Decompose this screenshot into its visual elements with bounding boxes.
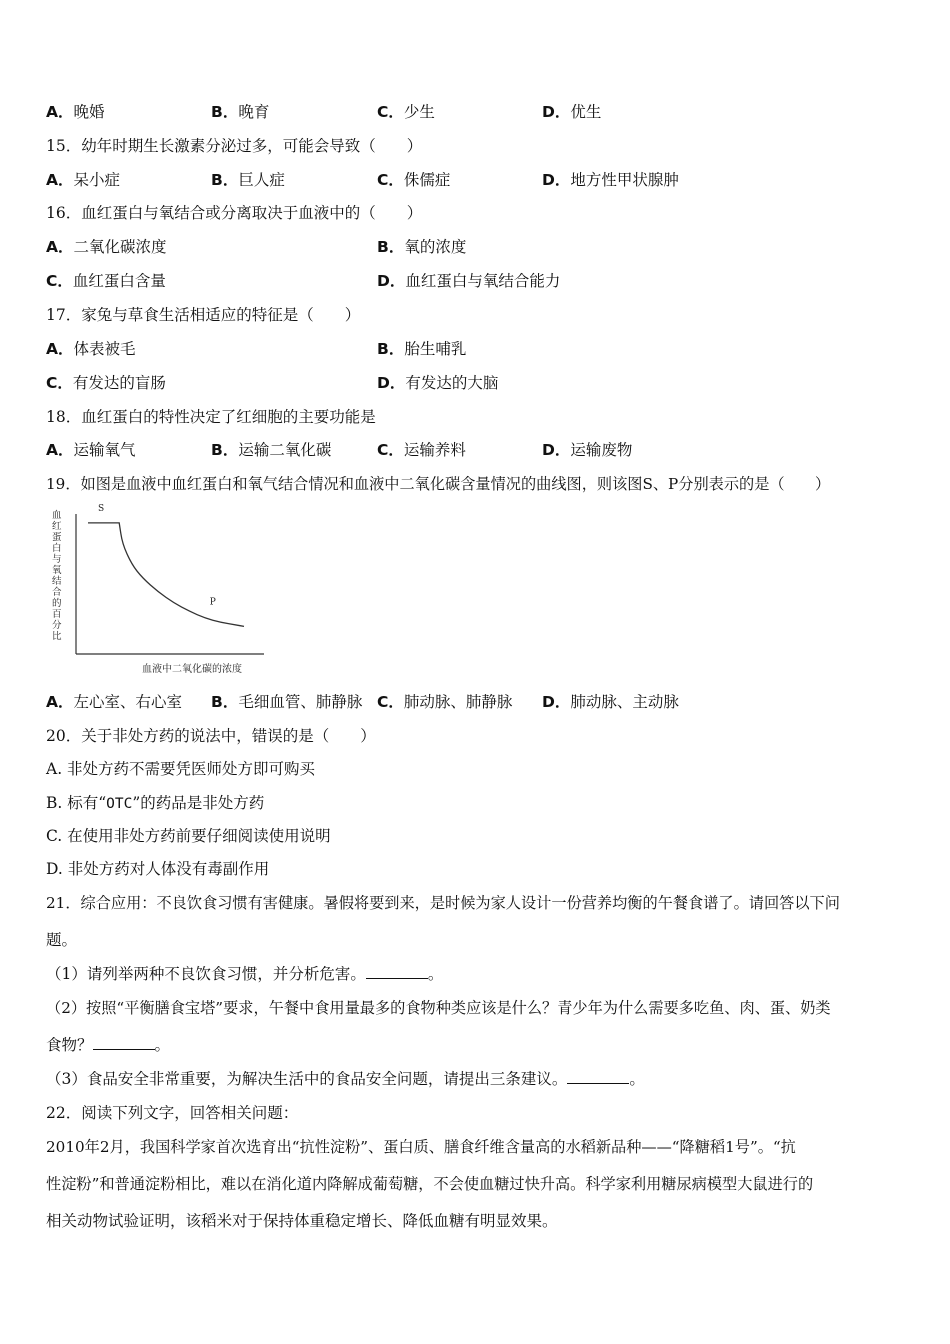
- option-label: D．: [377, 374, 406, 392]
- option-text: 少生: [403, 103, 435, 121]
- q22-stem: 22．阅读下列文字，回答相关问题：: [46, 1104, 299, 1122]
- option-label: A．: [46, 171, 74, 189]
- q21-part-3: [46, 1069, 645, 1089]
- y-axis-label-char: 结: [52, 576, 62, 587]
- q14-option-d: [542, 102, 601, 122]
- option-label: A．: [46, 103, 74, 121]
- option-label: C．: [377, 171, 404, 189]
- q16-option-c: [46, 271, 166, 291]
- option-label: A．: [46, 693, 74, 711]
- q21-part-2-line-1: （2）按照“平衡膳食宝塔”要求，午餐中食用量最多的食物种类应该是什么？青少年为什么需要多吃鱼、肉、蛋、奶类: [46, 999, 831, 1017]
- option-text: 氧的浓度: [404, 238, 467, 256]
- option-label: D．: [542, 693, 571, 711]
- q20-option-b: [46, 793, 264, 814]
- y-axis-label-char: 白: [52, 543, 62, 554]
- option-text: 运输二氧化碳: [238, 441, 332, 459]
- option-text: 血红蛋白与氧结合能力: [405, 272, 561, 290]
- answer-blank: [93, 1035, 155, 1050]
- y-axis-label-char: 比: [52, 631, 62, 642]
- y-axis-label-char: 分: [52, 620, 62, 631]
- option-text: 毛细血管、肺静脉: [238, 693, 363, 711]
- y-axis-label: [52, 510, 62, 642]
- part-end: 。: [154, 1036, 171, 1054]
- option-label: A．: [46, 441, 74, 459]
- q19-stem: 19．如图是血液中血红蛋白和氧气结合情况和血液中二氧化碳含量情况的曲线图，则该图S、P分别表示的是（ ）: [46, 475, 831, 493]
- q20-stem: 20．关于非处方药的说法中，错误的是（ ）: [46, 727, 376, 745]
- q16-option-b: [377, 237, 466, 257]
- option-text: 有发达的盲肠: [72, 374, 166, 392]
- option-label: A．: [46, 340, 74, 358]
- q18-option-b: [211, 440, 331, 460]
- option-text: 优生: [570, 103, 602, 121]
- q20-option-d: D. 非处方药对人体没有毒副作用: [46, 860, 270, 878]
- option-label: C．: [46, 374, 73, 392]
- annotation-s: S: [98, 503, 105, 514]
- answer-blank: [366, 964, 428, 979]
- option-label: C．: [377, 103, 404, 121]
- y-axis-label-char: 合: [52, 587, 62, 598]
- option-label: C．: [46, 272, 73, 290]
- series-curve: [88, 523, 244, 627]
- q17-option-c: [46, 373, 166, 393]
- q19-option-b: [211, 692, 362, 712]
- option-b-suffix: ”的药品是非处方药: [132, 794, 265, 812]
- answer-blank: [567, 1069, 629, 1084]
- q22-passage-line-1: 2010年2月，我国科学家首次选育出“抗性淀粉”、蛋白质、膳食纤维含量高的水稻新品种——“降糖稻1号”。“抗: [46, 1138, 796, 1156]
- annotation-p: P: [209, 597, 216, 608]
- option-label: B．: [211, 441, 239, 459]
- q21-part-1: [46, 964, 443, 984]
- part-text: （3）食品安全非常重要，为解决生活中的食品安全问题，请提出三条建议。: [46, 1070, 568, 1088]
- option-label: D．: [377, 272, 406, 290]
- q21-part-2-line-2: [46, 1035, 170, 1055]
- option-label: B．: [377, 238, 405, 256]
- option-label: D．: [542, 171, 571, 189]
- y-axis-label-char: 氧: [52, 565, 62, 576]
- option-text: 体表被毛: [73, 340, 136, 358]
- y-axis-label-char: 的: [52, 598, 62, 609]
- option-label: B．: [211, 693, 239, 711]
- q21-stem-line-2: 题。: [46, 931, 78, 949]
- part-text: （1）请列举两种不良饮食习惯，并分析危害。: [46, 965, 366, 983]
- q16-option-a: [46, 237, 167, 257]
- q14-option-c: [377, 102, 435, 122]
- option-label: A．: [46, 238, 74, 256]
- q20-option-a: A. 非处方药不需要凭医师处方即可购买: [46, 760, 316, 778]
- option-text: 有发达的大脑: [405, 374, 499, 392]
- q18-option-c: [377, 440, 466, 460]
- option-label: B．: [211, 103, 239, 121]
- q19-option-a: [46, 692, 182, 712]
- option-label: C．: [377, 441, 404, 459]
- option-text: 运输氧气: [73, 441, 136, 459]
- option-label: D．: [542, 441, 571, 459]
- option-text: 晚育: [238, 103, 270, 121]
- part-end: 。: [427, 965, 444, 983]
- co2-oxygen-curve-chart: [46, 500, 276, 680]
- y-axis-label-char: 血: [52, 510, 62, 521]
- option-text: 肺动脉、主动脉: [570, 693, 679, 711]
- q15-option-b: [211, 170, 285, 190]
- q16-stem: 16．血红蛋白与氧结合或分离取决于血液中的（ ）: [46, 204, 423, 222]
- q20-option-c: C. 在使用非处方药前要仔细阅读使用说明: [46, 827, 331, 845]
- q14-option-b: [211, 102, 269, 122]
- option-label: B．: [211, 171, 239, 189]
- option-text: 呆小症: [73, 171, 121, 189]
- option-b-prefix: B. 标有“: [46, 794, 107, 812]
- x-axis-label: 血液中二氧化碳的浓度: [142, 664, 242, 675]
- option-text: 运输废物: [570, 441, 633, 459]
- option-text: 运输养料: [403, 441, 466, 459]
- q19-option-d: [542, 692, 679, 712]
- part-text: 食物？: [46, 1036, 93, 1054]
- q17-stem: 17．家兔与草食生活相适应的特征是（ ）: [46, 306, 361, 324]
- y-axis-label-char: 红: [52, 521, 62, 532]
- option-text: 二氧化碳浓度: [73, 238, 167, 256]
- option-text: 晚婚: [73, 103, 105, 121]
- q14-option-a: [46, 102, 105, 122]
- option-label: B．: [377, 340, 405, 358]
- q17-option-b: [377, 339, 466, 359]
- q15-option-d: [542, 170, 679, 190]
- y-axis-label-char: 与: [52, 554, 62, 565]
- option-text: 地方性甲状腺肿: [570, 171, 679, 189]
- option-text: 胎生哺乳: [404, 340, 467, 358]
- option-text: 肺动脉、肺静脉: [403, 693, 513, 711]
- q19-option-c: [377, 692, 512, 712]
- y-axis-label-char: 百: [52, 609, 62, 620]
- q22-passage-line-3: 相关动物试验证明，该稻米对于保持体重稳定增长、降低血糖有明显效果。: [46, 1212, 558, 1230]
- otc-code: OTC: [106, 796, 133, 812]
- q21-stem-line-1: 21．综合应用：不良饮食习惯有害健康。暑假将要到来，是时候为家人设计一份营养均衡的午餐食谱了。请回答以下问: [46, 894, 840, 912]
- y-axis-label-char: 蛋: [52, 532, 62, 543]
- q16-option-d: [377, 271, 560, 291]
- option-label: D．: [542, 103, 571, 121]
- option-text: 血红蛋白含量: [72, 272, 166, 290]
- option-text: 左心室、右心室: [73, 693, 183, 711]
- q22-passage-line-2: 性淀粉”和普通淀粉相比，难以在消化道内降解成葡萄糖，不会使血糖过快升高。科学家利用糖尿病模型大鼠进行的: [46, 1175, 814, 1193]
- q18-stem: 18．血红蛋白的特性决定了红细胞的主要功能是: [46, 408, 376, 426]
- option-text: 巨人症: [238, 171, 285, 189]
- q17-option-d: [377, 373, 498, 393]
- part-end: 。: [629, 1070, 645, 1088]
- q15-option-c: [377, 170, 450, 190]
- option-label: C．: [377, 693, 404, 711]
- q18-option-a: [46, 440, 136, 460]
- q15-option-a: [46, 170, 120, 190]
- q17-option-a: [46, 339, 136, 359]
- q18-option-d: [542, 440, 632, 460]
- option-text: 侏儒症: [403, 171, 451, 189]
- q15-stem: 15．幼年时期生长激素分泌过多，可能会导致（ ）: [46, 137, 423, 155]
